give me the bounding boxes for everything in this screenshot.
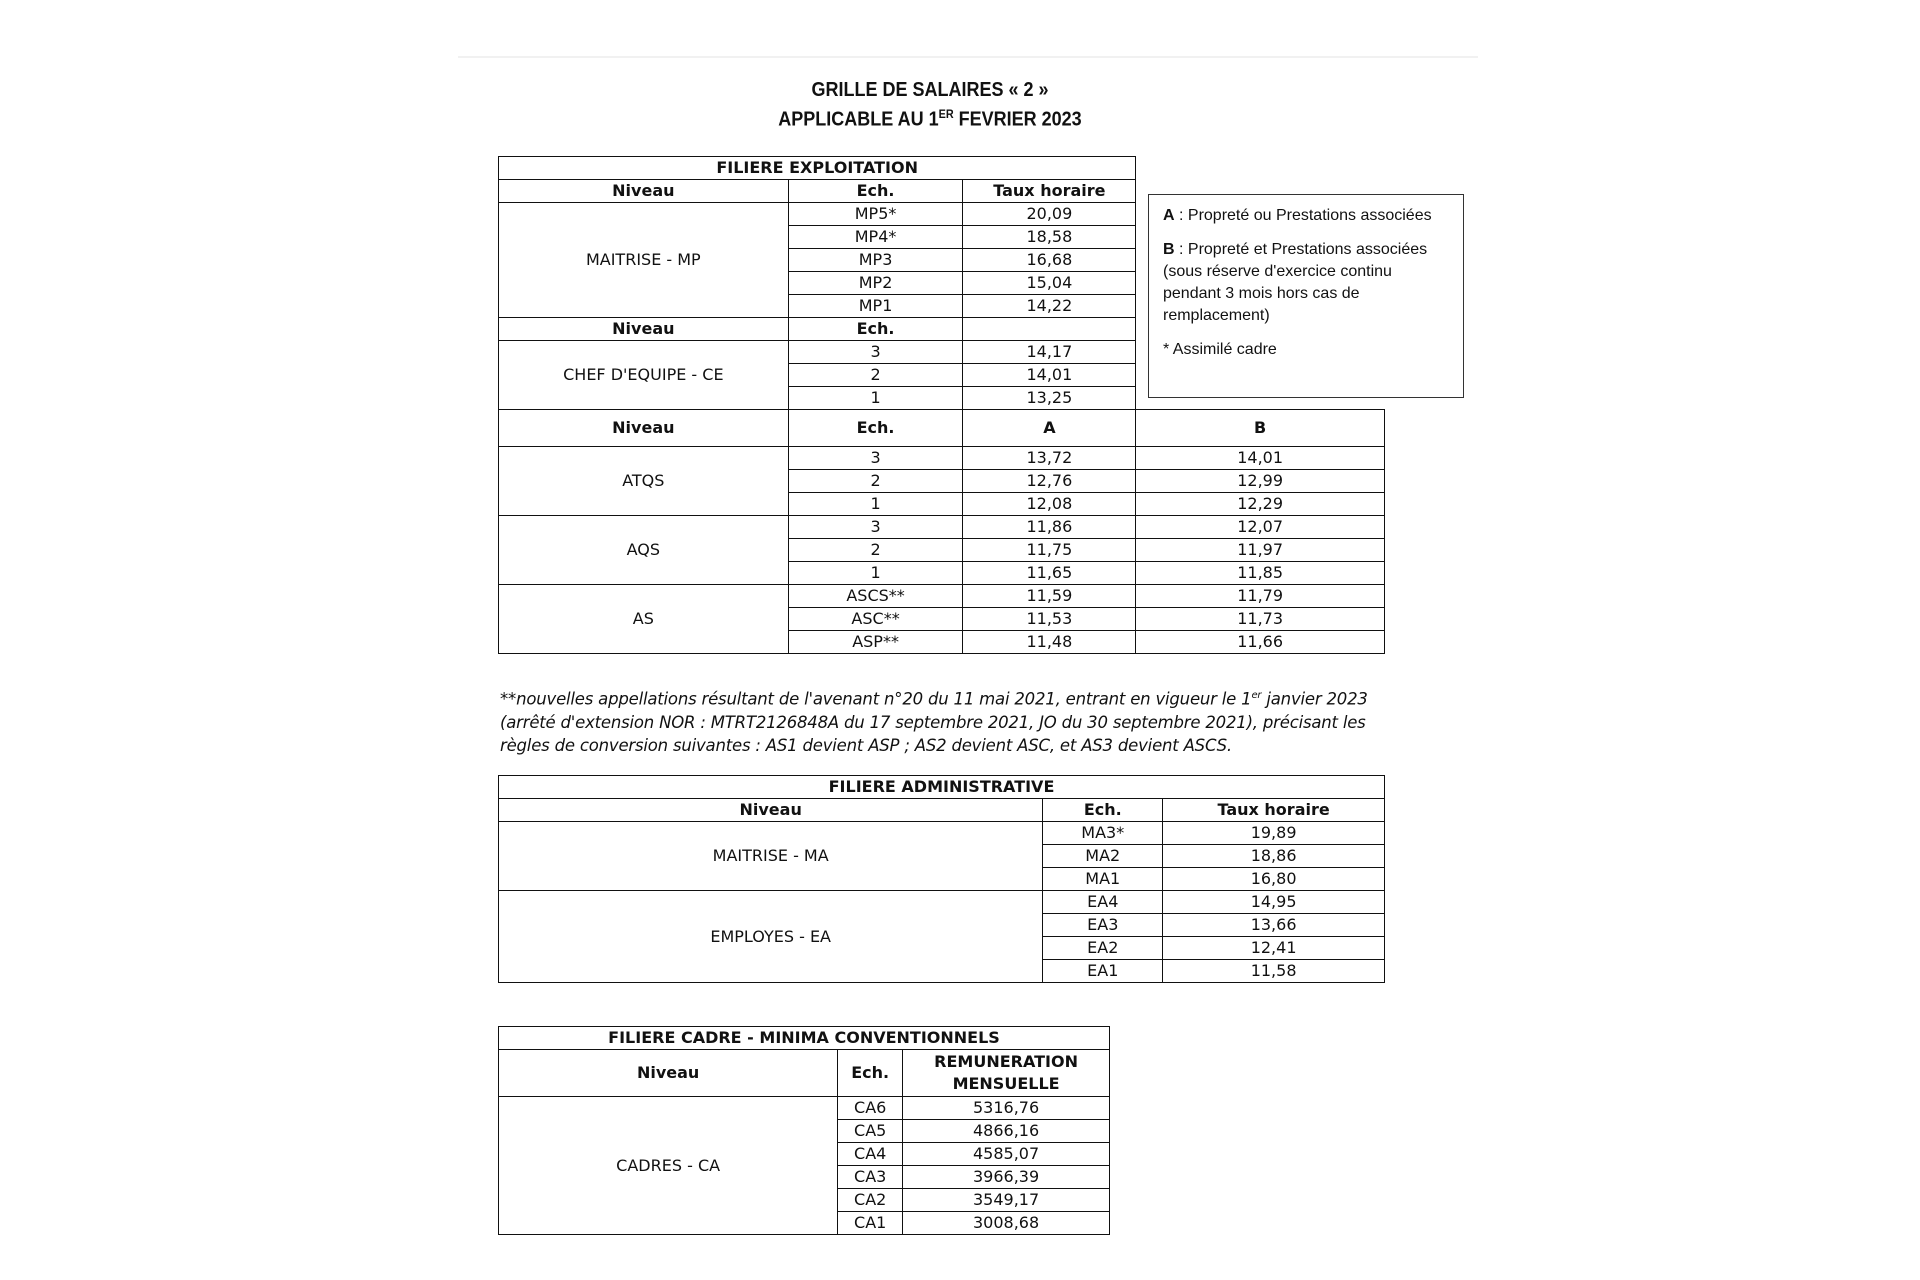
ech-cell: 3 bbox=[788, 516, 963, 539]
ech-cell: CA3 bbox=[838, 1166, 903, 1189]
ech-cell: 2 bbox=[788, 539, 963, 562]
ech-cell: 1 bbox=[788, 562, 963, 585]
page-top-rule bbox=[458, 56, 1478, 58]
a-cell: 12,08 bbox=[963, 493, 1136, 516]
legend-b bbox=[1163, 239, 1449, 327]
ech-cell: 2 bbox=[788, 470, 963, 493]
a-cell: 11,75 bbox=[963, 539, 1136, 562]
ech-cell: 3 bbox=[788, 447, 963, 470]
b-cell: 11,66 bbox=[1136, 631, 1385, 654]
b-cell: 12,99 bbox=[1136, 470, 1385, 493]
taux-cell: 20,09 bbox=[963, 203, 1136, 226]
ech-cell: ASC** bbox=[788, 608, 963, 631]
rem-cell: 5316,76 bbox=[903, 1097, 1110, 1120]
col-header-taux: Taux horaire bbox=[963, 180, 1136, 203]
ech-cell: MA1 bbox=[1043, 868, 1163, 891]
table-row bbox=[499, 447, 1385, 470]
b-cell: 11,73 bbox=[1136, 608, 1385, 631]
b-cell: 12,29 bbox=[1136, 493, 1385, 516]
ech-cell: CA5 bbox=[838, 1120, 903, 1143]
ech-cell: EA4 bbox=[1043, 891, 1163, 914]
taux-cell: 15,04 bbox=[963, 272, 1136, 295]
niveau-chef-equipe: CHEF D'EQUIPE - CE bbox=[499, 341, 789, 410]
taux-cell: 12,41 bbox=[1163, 937, 1385, 960]
niveau-maitrise-mp: MAITRISE - MP bbox=[499, 203, 789, 318]
ech-cell: CA2 bbox=[838, 1189, 903, 1212]
rem-cell: 3008,68 bbox=[903, 1212, 1110, 1235]
taux-cell: 13,66 bbox=[1163, 914, 1385, 937]
b-cell: 11,79 bbox=[1136, 585, 1385, 608]
a-cell: 13,72 bbox=[963, 447, 1136, 470]
table-row bbox=[499, 822, 1385, 845]
a-cell: 12,76 bbox=[963, 470, 1136, 493]
col-header-taux: Taux horaire bbox=[1163, 799, 1385, 822]
title-line2-pre: APPLICABLE AU 1 bbox=[778, 108, 939, 131]
footnote-sup: er bbox=[1251, 690, 1262, 701]
page-title-line2 bbox=[633, 102, 1227, 132]
col-header-ech: Ech. bbox=[788, 410, 963, 447]
taux-cell: 16,68 bbox=[963, 249, 1136, 272]
col-header-b: B bbox=[1136, 410, 1385, 447]
ech-cell: MP5* bbox=[788, 203, 963, 226]
table-row bbox=[499, 1097, 1110, 1120]
taux-cell: 13,25 bbox=[963, 387, 1136, 410]
ech-cell: ASP** bbox=[788, 631, 963, 654]
administrative-title: FILIERE ADMINISTRATIVE bbox=[499, 776, 1385, 799]
b-cell: 14,01 bbox=[1136, 447, 1385, 470]
col-header-ech: Ech. bbox=[838, 1050, 903, 1097]
b-cell: 11,97 bbox=[1136, 539, 1385, 562]
table-row bbox=[499, 891, 1385, 914]
b-cell: 12,07 bbox=[1136, 516, 1385, 539]
footnote bbox=[500, 684, 1380, 757]
legend-a bbox=[1163, 205, 1449, 227]
col-header-ech: Ech. bbox=[788, 180, 963, 203]
ech-cell: MP2 bbox=[788, 272, 963, 295]
a-cell: 11,48 bbox=[963, 631, 1136, 654]
footnote-part2: janvier 2023 (arrêté d'extension NOR : MTRT2126848A du 17 septembre 2021, JO du 30 septembre 2021), précisant les règles de conversion suivantes : AS1 devient ASP ; AS2 devient ASC, et AS3 devient ASCS. bbox=[500, 689, 1368, 755]
legend-b-key: B bbox=[1163, 241, 1175, 258]
title-line2-sup: ER bbox=[938, 107, 954, 121]
col-header-niveau: Niveau bbox=[499, 410, 789, 447]
a-cell: 11,53 bbox=[963, 608, 1136, 631]
a-cell: 11,59 bbox=[963, 585, 1136, 608]
ech-cell: MP1 bbox=[788, 295, 963, 318]
legend-b-text: : Propreté et Prestations associées (sous réserve d'exercice continu pendant 3 mois hors cas de remplacement) bbox=[1163, 241, 1428, 324]
taux-cell: 14,01 bbox=[963, 364, 1136, 387]
col-header-niveau: Niveau bbox=[499, 1050, 838, 1097]
col-header-remuneration: REMUNERATION MENSUELLE bbox=[903, 1050, 1110, 1097]
ech-cell: MP3 bbox=[788, 249, 963, 272]
legend-a-key: A bbox=[1163, 207, 1175, 224]
ech-cell: MP4* bbox=[788, 226, 963, 249]
legend-a-text: : Propreté ou Prestations associées bbox=[1174, 207, 1432, 224]
a-cell: 11,65 bbox=[963, 562, 1136, 585]
ech-cell: 3 bbox=[788, 341, 963, 364]
table-row bbox=[499, 516, 1385, 539]
taux-cell: 16,80 bbox=[1163, 868, 1385, 891]
a-cell: 11,86 bbox=[963, 516, 1136, 539]
ech-cell: EA1 bbox=[1043, 960, 1163, 983]
taux-cell: 18,86 bbox=[1163, 845, 1385, 868]
ech-cell: EA3 bbox=[1043, 914, 1163, 937]
rem-cell: 4866,16 bbox=[903, 1120, 1110, 1143]
niveau-cadres-ca: CADRES - CA bbox=[499, 1097, 838, 1235]
ech-cell: ASCS** bbox=[788, 585, 963, 608]
b-cell: 11,85 bbox=[1136, 562, 1385, 585]
col-header-ech: Ech. bbox=[1043, 799, 1163, 822]
legend-box bbox=[1148, 194, 1464, 398]
ech-cell: 1 bbox=[788, 493, 963, 516]
col-header-niveau: Niveau bbox=[499, 180, 789, 203]
col-header-a: A bbox=[963, 410, 1136, 447]
col-header-niveau: Niveau bbox=[499, 799, 1043, 822]
niveau-aqs: AQS bbox=[499, 516, 789, 585]
rem-cell: 3549,17 bbox=[903, 1189, 1110, 1212]
niveau-as: AS bbox=[499, 585, 789, 654]
taux-cell: 14,22 bbox=[963, 295, 1136, 318]
cadre-title: FILIERE CADRE - MINIMA CONVENTIONNELS bbox=[499, 1027, 1110, 1050]
table-row bbox=[499, 585, 1385, 608]
page-title-line1: GRILLE DE SALAIRES « 2 » bbox=[811, 79, 1049, 101]
table-cadre bbox=[498, 1026, 1110, 1235]
ech-cell: 2 bbox=[788, 364, 963, 387]
ech-cell: CA4 bbox=[838, 1143, 903, 1166]
taux-cell: 19,89 bbox=[1163, 822, 1385, 845]
taux-cell: 14,95 bbox=[1163, 891, 1385, 914]
taux-cell: 14,17 bbox=[963, 341, 1136, 364]
footnote-part1: **nouvelles appellations résultant de l'avenant n°20 du 11 mai 2021, entrant en vigueur le 1 bbox=[500, 689, 1252, 709]
ech-cell: MA2 bbox=[1043, 845, 1163, 868]
col-header-niveau: Niveau bbox=[499, 318, 789, 341]
rem-cell: 4585,07 bbox=[903, 1143, 1110, 1166]
ech-cell: EA2 bbox=[1043, 937, 1163, 960]
niveau-maitrise-ma: MAITRISE - MA bbox=[499, 822, 1043, 891]
title-line2-post: FEVRIER 2023 bbox=[953, 108, 1082, 131]
ech-cell: CA1 bbox=[838, 1212, 903, 1235]
ech-cell: 1 bbox=[788, 387, 963, 410]
taux-cell: 11,58 bbox=[1163, 960, 1385, 983]
col-header-ech: Ech. bbox=[788, 318, 963, 341]
niveau-atqs: ATQS bbox=[499, 447, 789, 516]
table-administrative bbox=[498, 775, 1385, 983]
rem-cell: 3966,39 bbox=[903, 1166, 1110, 1189]
exploitation-title: FILIERE EXPLOITATION bbox=[499, 157, 1136, 180]
taux-cell: 18,58 bbox=[963, 226, 1136, 249]
ech-cell: MA3* bbox=[1043, 822, 1163, 845]
legend-star: * Assimilé cadre bbox=[1163, 341, 1277, 358]
ech-cell: CA6 bbox=[838, 1097, 903, 1120]
niveau-employes-ea: EMPLOYES - EA bbox=[499, 891, 1043, 983]
